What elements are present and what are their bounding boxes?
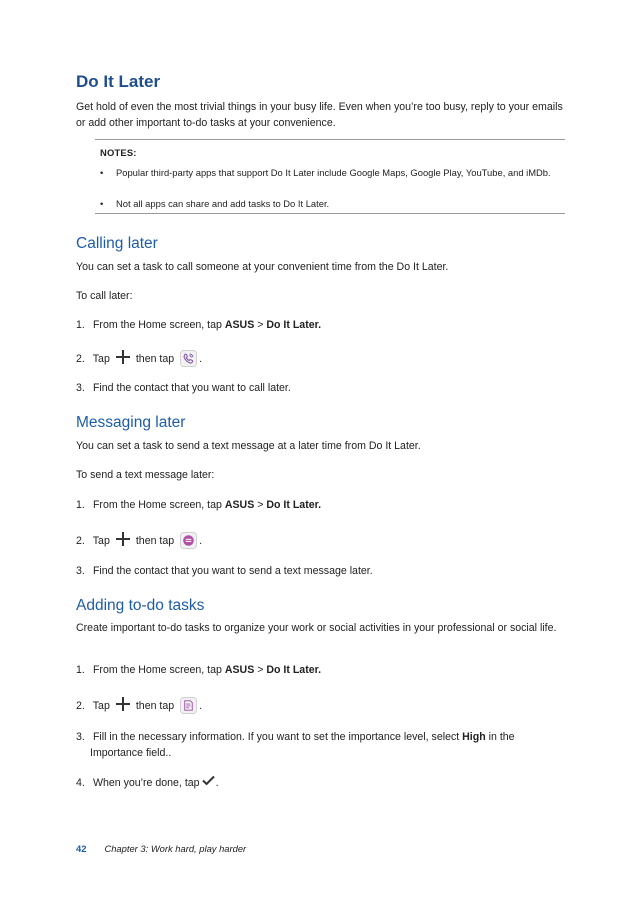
calling-step-2: 2. Tap then tap . <box>76 350 202 367</box>
note-text: Popular third-party apps that support Do It Later include Google Maps, Google Play, YouTube, and iMDb. <box>116 167 551 178</box>
intro-paragraph: Get hold of even the most trivial things in your busy life. Even when you’re too busy, reply to your emails or add other important to-do tasks at your convenience. <box>76 101 563 129</box>
todo-step-3-continued: Importance field.. <box>90 747 172 759</box>
section-heading-calling: Calling later <box>76 235 158 252</box>
notes-bottom-divider <box>95 213 565 214</box>
chapter-title: Chapter 3: Work hard, play harder <box>104 843 247 854</box>
todo-step-3: 3. Fill in the necessary information. If you want to set the importance level, select High in the <box>76 731 515 743</box>
bullet: • <box>100 198 104 209</box>
messaging-step-3: 3. Find the contact that you want to send a text message later. <box>76 565 373 577</box>
notes-title: NOTES: <box>100 147 137 158</box>
plus-icon <box>116 532 130 546</box>
messaging-step-1: 1. From the Home screen, tap ASUS > Do It Later. <box>76 499 322 511</box>
page-title: Do It Later <box>76 72 161 91</box>
todo-step-2: 2. Tap then tap . <box>76 697 202 714</box>
messaging-lead: To send a text message later: <box>76 469 215 481</box>
notes-top-divider <box>95 139 565 140</box>
page-number: 42 <box>76 843 87 854</box>
todo-description: Create important to-do tasks to organize your work or social activities in your professional or social life. <box>76 622 557 634</box>
calling-step-1: 1. From the Home screen, tap ASUS > Do It Later. <box>76 319 322 331</box>
todo-step-4: 4. When you’re done, tap . <box>76 777 219 789</box>
section-heading-todo: Adding to-do tasks <box>76 597 205 614</box>
plus-icon <box>116 697 130 711</box>
note-text: Not all apps can share and add tasks to Do It Later. <box>116 198 330 209</box>
plus-icon <box>116 350 130 364</box>
calling-description: You can set a task to call someone at your convenient time from the Do It Later. <box>76 261 449 273</box>
calling-step-3: 3. Find the contact that you want to call later. <box>76 382 291 394</box>
todo-note-icon <box>180 697 197 714</box>
calling-lead: To call later: <box>76 290 133 302</box>
bullet: • <box>100 167 104 178</box>
todo-step-1: 1. From the Home screen, tap ASUS > Do It Later. <box>76 664 322 676</box>
message-icon <box>180 532 197 549</box>
page-footer <box>76 843 246 854</box>
messaging-step-2: 2. Tap then tap . <box>76 532 202 549</box>
phone-call-icon <box>180 350 197 367</box>
section-heading-messaging: Messaging later <box>76 414 186 431</box>
messaging-description: You can set a task to send a text message at a later time from Do It Later. <box>76 440 421 452</box>
checkmark-icon <box>202 775 215 786</box>
